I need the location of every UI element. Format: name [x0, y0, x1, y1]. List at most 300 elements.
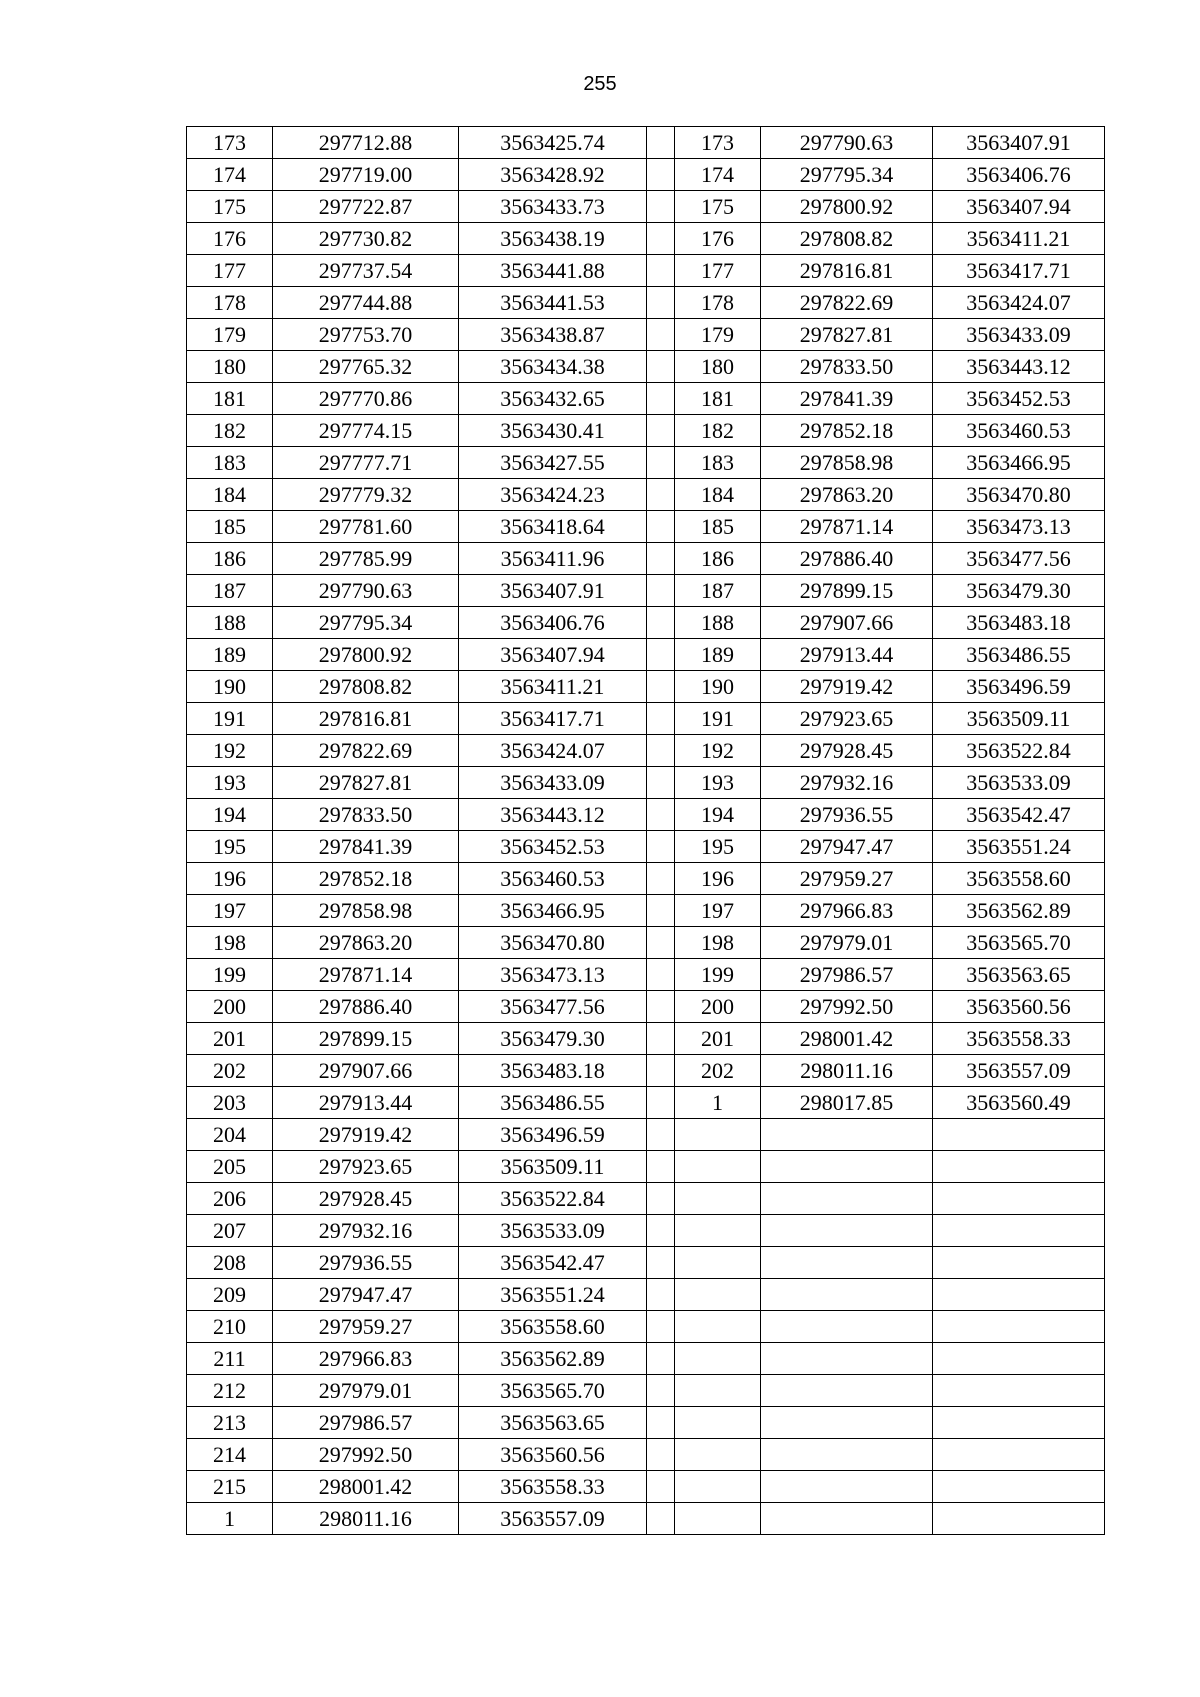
right-point-number-cell: 194: [675, 799, 761, 831]
right-point-number-cell: 190: [675, 671, 761, 703]
right-point-number-cell: 175: [675, 191, 761, 223]
left-point-number-cell: 209: [187, 1279, 273, 1311]
separator-cell: [647, 767, 675, 799]
left-x-coordinate-cell: 297966.83: [273, 1343, 459, 1375]
left-y-coordinate-cell: 3563432.65: [459, 383, 647, 415]
left-x-coordinate-cell: 297899.15: [273, 1023, 459, 1055]
table-row: [187, 991, 1105, 1023]
left-x-coordinate-cell: 297744.88: [273, 287, 459, 319]
right-y-coordinate-cell: 3563557.09: [933, 1055, 1105, 1087]
left-x-coordinate-cell: 297841.39: [273, 831, 459, 863]
right-point-number-cell: [675, 1375, 761, 1407]
separator-cell: [647, 575, 675, 607]
separator-cell: [647, 1247, 675, 1279]
table-row: [187, 255, 1105, 287]
left-x-coordinate-cell: 297737.54: [273, 255, 459, 287]
table-row: [187, 959, 1105, 991]
table-row: [187, 831, 1105, 863]
left-y-coordinate-cell: 3563443.12: [459, 799, 647, 831]
left-y-coordinate-cell: 3563558.60: [459, 1311, 647, 1343]
left-point-number-cell: 203: [187, 1087, 273, 1119]
left-point-number-cell: 212: [187, 1375, 273, 1407]
right-y-coordinate-cell: 3563466.95: [933, 447, 1105, 479]
right-point-number-cell: 184: [675, 479, 761, 511]
left-y-coordinate-cell: 3563424.07: [459, 735, 647, 767]
separator-cell: [647, 191, 675, 223]
left-x-coordinate-cell: 297774.15: [273, 415, 459, 447]
left-y-coordinate-cell: 3563551.24: [459, 1279, 647, 1311]
separator-cell: [647, 831, 675, 863]
left-y-coordinate-cell: 3563473.13: [459, 959, 647, 991]
right-x-coordinate-cell: 297816.81: [761, 255, 933, 287]
separator-cell: [647, 543, 675, 575]
left-point-number-cell: 194: [187, 799, 273, 831]
right-point-number-cell: 192: [675, 735, 761, 767]
right-point-number-cell: 1: [675, 1087, 761, 1119]
separator-cell: [647, 927, 675, 959]
left-y-coordinate-cell: 3563438.87: [459, 319, 647, 351]
right-point-number-cell: 196: [675, 863, 761, 895]
left-point-number-cell: 213: [187, 1407, 273, 1439]
left-x-coordinate-cell: 297765.32: [273, 351, 459, 383]
table-row: [187, 1247, 1105, 1279]
right-x-coordinate-cell: 297947.47: [761, 831, 933, 863]
separator-cell: [647, 1087, 675, 1119]
table-row: [187, 159, 1105, 191]
left-y-coordinate-cell: 3563563.65: [459, 1407, 647, 1439]
left-y-coordinate-cell: 3563441.53: [459, 287, 647, 319]
table-row: [187, 1151, 1105, 1183]
separator-cell: [647, 447, 675, 479]
left-y-coordinate-cell: 3563438.19: [459, 223, 647, 255]
right-x-coordinate-cell: [761, 1407, 933, 1439]
right-point-number-cell: [675, 1343, 761, 1375]
right-y-coordinate-cell: [933, 1503, 1105, 1535]
right-y-coordinate-cell: 3563470.80: [933, 479, 1105, 511]
left-y-coordinate-cell: 3563477.56: [459, 991, 647, 1023]
right-x-coordinate-cell: 298001.42: [761, 1023, 933, 1055]
left-y-coordinate-cell: 3563452.53: [459, 831, 647, 863]
left-x-coordinate-cell: 297886.40: [273, 991, 459, 1023]
left-y-coordinate-cell: 3563418.64: [459, 511, 647, 543]
right-y-coordinate-cell: [933, 1407, 1105, 1439]
left-point-number-cell: 204: [187, 1119, 273, 1151]
left-y-coordinate-cell: 3563557.09: [459, 1503, 647, 1535]
table-row: [187, 1215, 1105, 1247]
table-row: [187, 639, 1105, 671]
right-y-coordinate-cell: 3563483.18: [933, 607, 1105, 639]
right-x-coordinate-cell: 297833.50: [761, 351, 933, 383]
left-x-coordinate-cell: 298011.16: [273, 1503, 459, 1535]
table-row: [187, 1343, 1105, 1375]
right-point-number-cell: 177: [675, 255, 761, 287]
right-point-number-cell: [675, 1119, 761, 1151]
left-y-coordinate-cell: 3563496.59: [459, 1119, 647, 1151]
left-x-coordinate-cell: 297722.87: [273, 191, 459, 223]
right-point-number-cell: [675, 1215, 761, 1247]
separator-cell: [647, 991, 675, 1023]
right-point-number-cell: [675, 1151, 761, 1183]
left-x-coordinate-cell: 298001.42: [273, 1471, 459, 1503]
table-row: [187, 671, 1105, 703]
left-point-number-cell: 201: [187, 1023, 273, 1055]
left-y-coordinate-cell: 3563406.76: [459, 607, 647, 639]
separator-cell: [647, 1407, 675, 1439]
table-row: [187, 1183, 1105, 1215]
right-x-coordinate-cell: 297919.42: [761, 671, 933, 703]
left-point-number-cell: 196: [187, 863, 273, 895]
left-point-number-cell: 185: [187, 511, 273, 543]
left-y-coordinate-cell: 3563411.21: [459, 671, 647, 703]
right-x-coordinate-cell: 297936.55: [761, 799, 933, 831]
right-x-coordinate-cell: 297907.66: [761, 607, 933, 639]
right-point-number-cell: 202: [675, 1055, 761, 1087]
separator-cell: [647, 1343, 675, 1375]
right-y-coordinate-cell: [933, 1247, 1105, 1279]
left-x-coordinate-cell: 297770.86: [273, 383, 459, 415]
left-y-coordinate-cell: 3563411.96: [459, 543, 647, 575]
right-y-coordinate-cell: 3563407.91: [933, 127, 1105, 159]
left-point-number-cell: 211: [187, 1343, 273, 1375]
left-point-number-cell: 192: [187, 735, 273, 767]
right-point-number-cell: [675, 1407, 761, 1439]
right-x-coordinate-cell: 297795.34: [761, 159, 933, 191]
left-point-number-cell: 177: [187, 255, 273, 287]
right-x-coordinate-cell: 297886.40: [761, 543, 933, 575]
right-x-coordinate-cell: 297871.14: [761, 511, 933, 543]
left-point-number-cell: 1: [187, 1503, 273, 1535]
table-row: [187, 575, 1105, 607]
right-x-coordinate-cell: 297986.57: [761, 959, 933, 991]
right-point-number-cell: [675, 1503, 761, 1535]
right-y-coordinate-cell: [933, 1279, 1105, 1311]
right-y-coordinate-cell: [933, 1471, 1105, 1503]
separator-cell: [647, 1151, 675, 1183]
table-row: [187, 927, 1105, 959]
left-x-coordinate-cell: 297833.50: [273, 799, 459, 831]
left-y-coordinate-cell: 3563427.55: [459, 447, 647, 479]
right-point-number-cell: [675, 1471, 761, 1503]
separator-cell: [647, 1311, 675, 1343]
left-y-coordinate-cell: 3563417.71: [459, 703, 647, 735]
coordinate-table-body: [187, 127, 1105, 1535]
table-row: [187, 863, 1105, 895]
right-y-coordinate-cell: 3563443.12: [933, 351, 1105, 383]
right-point-number-cell: 186: [675, 543, 761, 575]
left-point-number-cell: 200: [187, 991, 273, 1023]
separator-cell: [647, 799, 675, 831]
table-row: [187, 127, 1105, 159]
separator-cell: [647, 127, 675, 159]
separator-cell: [647, 223, 675, 255]
left-y-coordinate-cell: 3563460.53: [459, 863, 647, 895]
right-y-coordinate-cell: 3563509.11: [933, 703, 1105, 735]
table-row: [187, 479, 1105, 511]
separator-cell: [647, 959, 675, 991]
table-row: [187, 735, 1105, 767]
table-row: [187, 1055, 1105, 1087]
separator-cell: [647, 639, 675, 671]
right-y-coordinate-cell: 3563460.53: [933, 415, 1105, 447]
left-y-coordinate-cell: 3563565.70: [459, 1375, 647, 1407]
left-point-number-cell: 186: [187, 543, 273, 575]
left-y-coordinate-cell: 3563558.33: [459, 1471, 647, 1503]
right-point-number-cell: 179: [675, 319, 761, 351]
right-x-coordinate-cell: [761, 1471, 933, 1503]
left-y-coordinate-cell: 3563562.89: [459, 1343, 647, 1375]
right-y-coordinate-cell: 3563551.24: [933, 831, 1105, 863]
table-row: [187, 415, 1105, 447]
right-y-coordinate-cell: [933, 1311, 1105, 1343]
left-x-coordinate-cell: 297932.16: [273, 1215, 459, 1247]
table-row: [187, 1023, 1105, 1055]
left-x-coordinate-cell: 297858.98: [273, 895, 459, 927]
right-x-coordinate-cell: [761, 1151, 933, 1183]
left-y-coordinate-cell: 3563407.91: [459, 575, 647, 607]
left-point-number-cell: 206: [187, 1183, 273, 1215]
table-row: [187, 223, 1105, 255]
table-row: [187, 511, 1105, 543]
right-point-number-cell: 187: [675, 575, 761, 607]
left-point-number-cell: 178: [187, 287, 273, 319]
left-point-number-cell: 176: [187, 223, 273, 255]
right-x-coordinate-cell: [761, 1439, 933, 1471]
left-point-number-cell: 175: [187, 191, 273, 223]
right-point-number-cell: 174: [675, 159, 761, 191]
table-row: [187, 319, 1105, 351]
table-row: [187, 543, 1105, 575]
page-number: 255: [583, 73, 617, 95]
left-x-coordinate-cell: 297712.88: [273, 127, 459, 159]
right-y-coordinate-cell: [933, 1183, 1105, 1215]
left-x-coordinate-cell: 297753.70: [273, 319, 459, 351]
table-row: [187, 703, 1105, 735]
separator-cell: [647, 159, 675, 191]
left-x-coordinate-cell: 297795.34: [273, 607, 459, 639]
separator-cell: [647, 255, 675, 287]
right-point-number-cell: 197: [675, 895, 761, 927]
left-x-coordinate-cell: 297936.55: [273, 1247, 459, 1279]
right-y-coordinate-cell: [933, 1215, 1105, 1247]
right-x-coordinate-cell: 297966.83: [761, 895, 933, 927]
right-x-coordinate-cell: 297841.39: [761, 383, 933, 415]
right-y-coordinate-cell: 3563560.56: [933, 991, 1105, 1023]
left-point-number-cell: 190: [187, 671, 273, 703]
left-x-coordinate-cell: 297959.27: [273, 1311, 459, 1343]
coordinate-table: [186, 126, 1105, 1535]
right-y-coordinate-cell: [933, 1119, 1105, 1151]
left-x-coordinate-cell: 297863.20: [273, 927, 459, 959]
right-x-coordinate-cell: 297979.01: [761, 927, 933, 959]
left-point-number-cell: 189: [187, 639, 273, 671]
right-y-coordinate-cell: 3563477.56: [933, 543, 1105, 575]
left-y-coordinate-cell: 3563522.84: [459, 1183, 647, 1215]
left-y-coordinate-cell: 3563486.55: [459, 1087, 647, 1119]
right-point-number-cell: 188: [675, 607, 761, 639]
right-y-coordinate-cell: 3563473.13: [933, 511, 1105, 543]
left-y-coordinate-cell: 3563509.11: [459, 1151, 647, 1183]
right-point-number-cell: 182: [675, 415, 761, 447]
left-point-number-cell: 197: [187, 895, 273, 927]
right-x-coordinate-cell: 297790.63: [761, 127, 933, 159]
left-y-coordinate-cell: 3563425.74: [459, 127, 647, 159]
right-point-number-cell: 181: [675, 383, 761, 415]
table-row: [187, 191, 1105, 223]
right-y-coordinate-cell: [933, 1439, 1105, 1471]
table-row: [187, 1503, 1105, 1535]
right-y-coordinate-cell: 3563563.65: [933, 959, 1105, 991]
separator-cell: [647, 1471, 675, 1503]
right-y-coordinate-cell: 3563486.55: [933, 639, 1105, 671]
left-y-coordinate-cell: 3563407.94: [459, 639, 647, 671]
right-y-coordinate-cell: 3563406.76: [933, 159, 1105, 191]
table-row: [187, 447, 1105, 479]
left-y-coordinate-cell: 3563433.09: [459, 767, 647, 799]
separator-cell: [647, 1375, 675, 1407]
right-point-number-cell: 173: [675, 127, 761, 159]
right-x-coordinate-cell: [761, 1279, 933, 1311]
left-y-coordinate-cell: 3563466.95: [459, 895, 647, 927]
left-y-coordinate-cell: 3563483.18: [459, 1055, 647, 1087]
separator-cell: [647, 703, 675, 735]
left-y-coordinate-cell: 3563560.56: [459, 1439, 647, 1471]
right-y-coordinate-cell: [933, 1343, 1105, 1375]
left-x-coordinate-cell: 297779.32: [273, 479, 459, 511]
right-point-number-cell: 200: [675, 991, 761, 1023]
right-x-coordinate-cell: [761, 1343, 933, 1375]
left-point-number-cell: 181: [187, 383, 273, 415]
separator-cell: [647, 319, 675, 351]
right-x-coordinate-cell: 298017.85: [761, 1087, 933, 1119]
table-row: [187, 1375, 1105, 1407]
left-y-coordinate-cell: 3563434.38: [459, 351, 647, 383]
table-row: [187, 607, 1105, 639]
right-x-coordinate-cell: 297822.69: [761, 287, 933, 319]
left-x-coordinate-cell: 297947.47: [273, 1279, 459, 1311]
right-x-coordinate-cell: 297808.82: [761, 223, 933, 255]
right-point-number-cell: 176: [675, 223, 761, 255]
right-point-number-cell: 193: [675, 767, 761, 799]
right-x-coordinate-cell: 297928.45: [761, 735, 933, 767]
left-point-number-cell: 191: [187, 703, 273, 735]
right-y-coordinate-cell: 3563411.21: [933, 223, 1105, 255]
right-x-coordinate-cell: 297913.44: [761, 639, 933, 671]
right-x-coordinate-cell: 297852.18: [761, 415, 933, 447]
left-x-coordinate-cell: 297913.44: [273, 1087, 459, 1119]
table-row: [187, 287, 1105, 319]
left-y-coordinate-cell: 3563430.41: [459, 415, 647, 447]
left-point-number-cell: 195: [187, 831, 273, 863]
left-y-coordinate-cell: 3563533.09: [459, 1215, 647, 1247]
separator-cell: [647, 287, 675, 319]
left-x-coordinate-cell: 297992.50: [273, 1439, 459, 1471]
left-x-coordinate-cell: 297928.45: [273, 1183, 459, 1215]
right-x-coordinate-cell: [761, 1247, 933, 1279]
right-point-number-cell: 191: [675, 703, 761, 735]
left-point-number-cell: 184: [187, 479, 273, 511]
right-x-coordinate-cell: 297827.81: [761, 319, 933, 351]
right-x-coordinate-cell: 297932.16: [761, 767, 933, 799]
right-point-number-cell: 201: [675, 1023, 761, 1055]
table-row: [187, 1311, 1105, 1343]
left-y-coordinate-cell: 3563479.30: [459, 1023, 647, 1055]
left-x-coordinate-cell: 297919.42: [273, 1119, 459, 1151]
table-row: [187, 799, 1105, 831]
right-x-coordinate-cell: [761, 1119, 933, 1151]
right-y-coordinate-cell: 3563560.49: [933, 1087, 1105, 1119]
separator-cell: [647, 415, 675, 447]
left-x-coordinate-cell: 297781.60: [273, 511, 459, 543]
right-y-coordinate-cell: 3563452.53: [933, 383, 1105, 415]
left-x-coordinate-cell: 297777.71: [273, 447, 459, 479]
left-point-number-cell: 182: [187, 415, 273, 447]
right-y-coordinate-cell: 3563479.30: [933, 575, 1105, 607]
right-x-coordinate-cell: 297899.15: [761, 575, 933, 607]
table-row: [187, 1119, 1105, 1151]
left-y-coordinate-cell: 3563424.23: [459, 479, 647, 511]
separator-cell: [647, 895, 675, 927]
right-y-coordinate-cell: 3563565.70: [933, 927, 1105, 959]
left-x-coordinate-cell: 297730.82: [273, 223, 459, 255]
right-y-coordinate-cell: 3563533.09: [933, 767, 1105, 799]
table-row: [187, 1439, 1105, 1471]
left-x-coordinate-cell: 297790.63: [273, 575, 459, 607]
left-x-coordinate-cell: 297822.69: [273, 735, 459, 767]
right-x-coordinate-cell: 298011.16: [761, 1055, 933, 1087]
right-y-coordinate-cell: 3563562.89: [933, 895, 1105, 927]
left-point-number-cell: 179: [187, 319, 273, 351]
right-y-coordinate-cell: [933, 1375, 1105, 1407]
left-point-number-cell: 188: [187, 607, 273, 639]
separator-cell: [647, 383, 675, 415]
right-y-coordinate-cell: 3563558.60: [933, 863, 1105, 895]
separator-cell: [647, 351, 675, 383]
separator-cell: [647, 863, 675, 895]
right-y-coordinate-cell: 3563417.71: [933, 255, 1105, 287]
left-point-number-cell: 199: [187, 959, 273, 991]
left-x-coordinate-cell: 297719.00: [273, 159, 459, 191]
separator-cell: [647, 1119, 675, 1151]
separator-cell: [647, 671, 675, 703]
left-y-coordinate-cell: 3563433.73: [459, 191, 647, 223]
table-row: [187, 383, 1105, 415]
separator-cell: [647, 1055, 675, 1087]
left-x-coordinate-cell: 297986.57: [273, 1407, 459, 1439]
right-point-number-cell: 185: [675, 511, 761, 543]
left-y-coordinate-cell: 3563542.47: [459, 1247, 647, 1279]
right-y-coordinate-cell: 3563433.09: [933, 319, 1105, 351]
right-point-number-cell: 199: [675, 959, 761, 991]
right-point-number-cell: [675, 1439, 761, 1471]
left-x-coordinate-cell: 297816.81: [273, 703, 459, 735]
left-x-coordinate-cell: 297785.99: [273, 543, 459, 575]
right-y-coordinate-cell: [933, 1151, 1105, 1183]
table-row: [187, 351, 1105, 383]
right-y-coordinate-cell: 3563407.94: [933, 191, 1105, 223]
left-x-coordinate-cell: 297852.18: [273, 863, 459, 895]
left-point-number-cell: 193: [187, 767, 273, 799]
right-point-number-cell: [675, 1183, 761, 1215]
right-x-coordinate-cell: [761, 1503, 933, 1535]
separator-cell: [647, 479, 675, 511]
table-row: [187, 1279, 1105, 1311]
right-x-coordinate-cell: 297959.27: [761, 863, 933, 895]
table-row: [187, 767, 1105, 799]
table-row: [187, 895, 1105, 927]
left-point-number-cell: 207: [187, 1215, 273, 1247]
left-x-coordinate-cell: 297808.82: [273, 671, 459, 703]
left-point-number-cell: 215: [187, 1471, 273, 1503]
